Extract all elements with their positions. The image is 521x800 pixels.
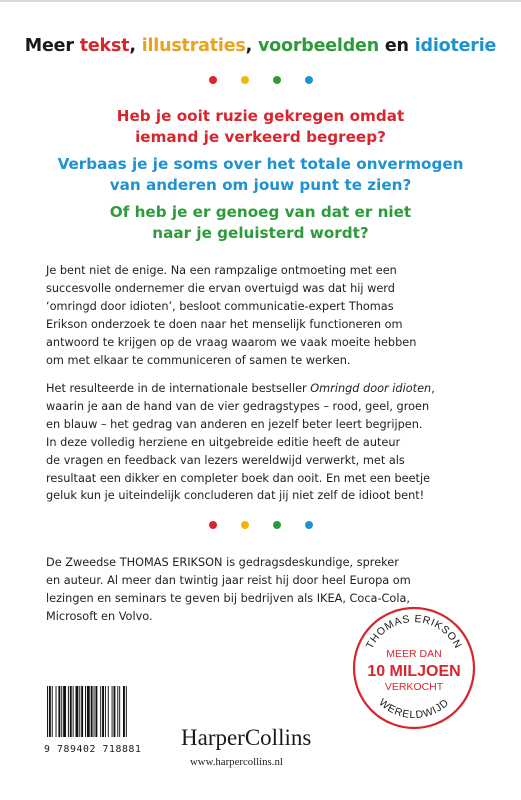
blue-dot: [305, 521, 313, 529]
seal-arc-bottom: WERELDWIJD: [376, 696, 452, 722]
tagline-word: ,: [245, 36, 258, 56]
green-dot: [273, 521, 281, 529]
text-line: resultaat een dikker en completer boek dan ooit. En met een beetje: [46, 471, 431, 485]
question-line: naar je geluisterd wordt?: [152, 224, 369, 242]
top-border: [0, 0, 521, 2]
barcode-bar: [112, 686, 113, 737]
question-line: Verbaas je je soms over het totale onvermogen: [57, 155, 464, 173]
barcode-bar: [52, 686, 53, 737]
seal-line-3: VERKOCHT: [384, 681, 444, 693]
question-line: Of heb je er genoeg van dat er niet: [109, 203, 412, 221]
text-line: de vragen en feedback van lezers wereldwijd verwerkt, met als: [46, 453, 405, 467]
green-dot: [273, 76, 281, 84]
barcode-bar: [70, 686, 72, 737]
barcode-bar: [61, 686, 62, 737]
red-dot: [209, 76, 217, 84]
publisher-url[interactable]: www.harpercollins.nl: [190, 756, 283, 768]
sales-seal: [352, 606, 476, 730]
isbn-barcode: [46, 686, 160, 737]
barcode-bar: [85, 686, 86, 737]
question-line: Heb je ooit ruzie gekregen omdat: [116, 107, 405, 125]
barcode-bar: [47, 686, 48, 737]
barcode-bar: [91, 686, 93, 737]
barcode-bar: [79, 686, 80, 737]
text-line: ‘omringd door idioten’, besloot communicatie-expert Thomas: [46, 299, 394, 313]
publisher-logo: HarperCollins: [181, 725, 312, 750]
tagline-word: ,: [129, 36, 142, 56]
question-red: [0, 106, 521, 148]
barcode-bar: [119, 686, 120, 737]
text-line: [46, 380, 486, 398]
barcode-bar: [117, 686, 118, 737]
barcode-bar: [102, 686, 104, 737]
question-line: van anderen om jouw punt te zien?: [109, 176, 412, 194]
barcode-bar: [114, 686, 116, 737]
yellow-dot: [241, 521, 249, 529]
text-fragment: ,: [431, 382, 435, 395]
text-line: Microsoft en Volvo.: [46, 609, 153, 623]
barcode-bar: [68, 686, 69, 737]
text-line: De Zweedse THOMAS ERIKSON is gedragsdeskundige, spreker: [46, 556, 399, 569]
tagline-word: voorbeelden: [257, 36, 379, 56]
text-fragment: Het resulteerde in de internationale bestseller: [46, 382, 311, 395]
seal-line-2: 10 MILJOEN: [367, 663, 461, 680]
barcode-bar: [76, 686, 79, 737]
tagline-word: en: [378, 36, 415, 56]
text-line: Je bent niet de enige. Na een rampzalige ontmoeting met een: [46, 264, 397, 277]
barcode-bar: [73, 686, 74, 737]
book-title: Omringd door idioten: [310, 382, 432, 395]
text-line: geluk kun je uiteindelijk concluderen dat jij niet zelf de idioot bent!: [46, 489, 425, 503]
text-line: lezingen en seminars te geven bij bedrijven als IKEA, Coca-Cola,: [46, 591, 410, 605]
tagline-word: tekst: [79, 36, 130, 56]
question-blue: [0, 154, 521, 196]
barcode-bar: [87, 686, 90, 737]
yellow-dot: [241, 76, 249, 84]
question-green: [0, 202, 521, 244]
seal-line-1: MEER DAN: [386, 648, 442, 660]
red-dot: [209, 521, 217, 529]
text-line: In deze volledig herziene en uitgebreide editie heeft de auteur: [46, 435, 401, 449]
barcode-bar: [81, 686, 83, 737]
question-line: iemand je verkeerd begreep?: [135, 128, 386, 146]
barcode-bar: [94, 686, 95, 737]
intro-paragraph: [46, 262, 486, 369]
text-line: en auteur. Al meer dan twintig jaar reist hij door heel Europa om: [46, 573, 411, 587]
tagline-word: idioterie: [414, 36, 497, 56]
tagline-word: illustraties: [141, 36, 246, 56]
barcode-bar: [58, 686, 60, 737]
barcode-bar: [123, 686, 125, 737]
text-line: antwoord te krijgen op de vraag waarom we vaak moeite hebben: [46, 335, 417, 349]
bestseller-paragraph: [46, 380, 486, 505]
text-line: succesvolle ondernemer die ervan overtuigd was dat hij werd: [46, 281, 395, 295]
text-line: en blauw – het gedrag van anderen en jezelf beter leert begrijpen.: [46, 417, 423, 431]
tagline-word: Meer: [24, 36, 80, 56]
blue-dot: [305, 76, 313, 84]
text-line: waarin je aan de hand van de vier gedragstypes – rood, geel, groen: [46, 399, 430, 413]
barcode-bar: [108, 686, 109, 737]
isbn-number: 9 789402 718881: [44, 744, 142, 755]
text-line: om met elkaar te communiceren of samen te werken.: [46, 353, 351, 367]
color-dots-top: [0, 76, 521, 84]
cover-tagline: [0, 36, 521, 56]
barcode-bar: [105, 686, 106, 737]
barcode-bar: [100, 686, 101, 737]
barcode-bar: [95, 686, 97, 737]
barcode-bar: [56, 686, 57, 737]
color-dots-bottom: [0, 521, 521, 529]
barcode-bar: [126, 686, 127, 737]
barcode-bar: [63, 686, 66, 737]
text-line: Erikson onderzoek te doen naar het menselijk functioneren om: [46, 317, 403, 331]
barcode-bar: [49, 686, 51, 737]
seal-arc-top: THOMAS ERIKSON: [363, 612, 465, 651]
